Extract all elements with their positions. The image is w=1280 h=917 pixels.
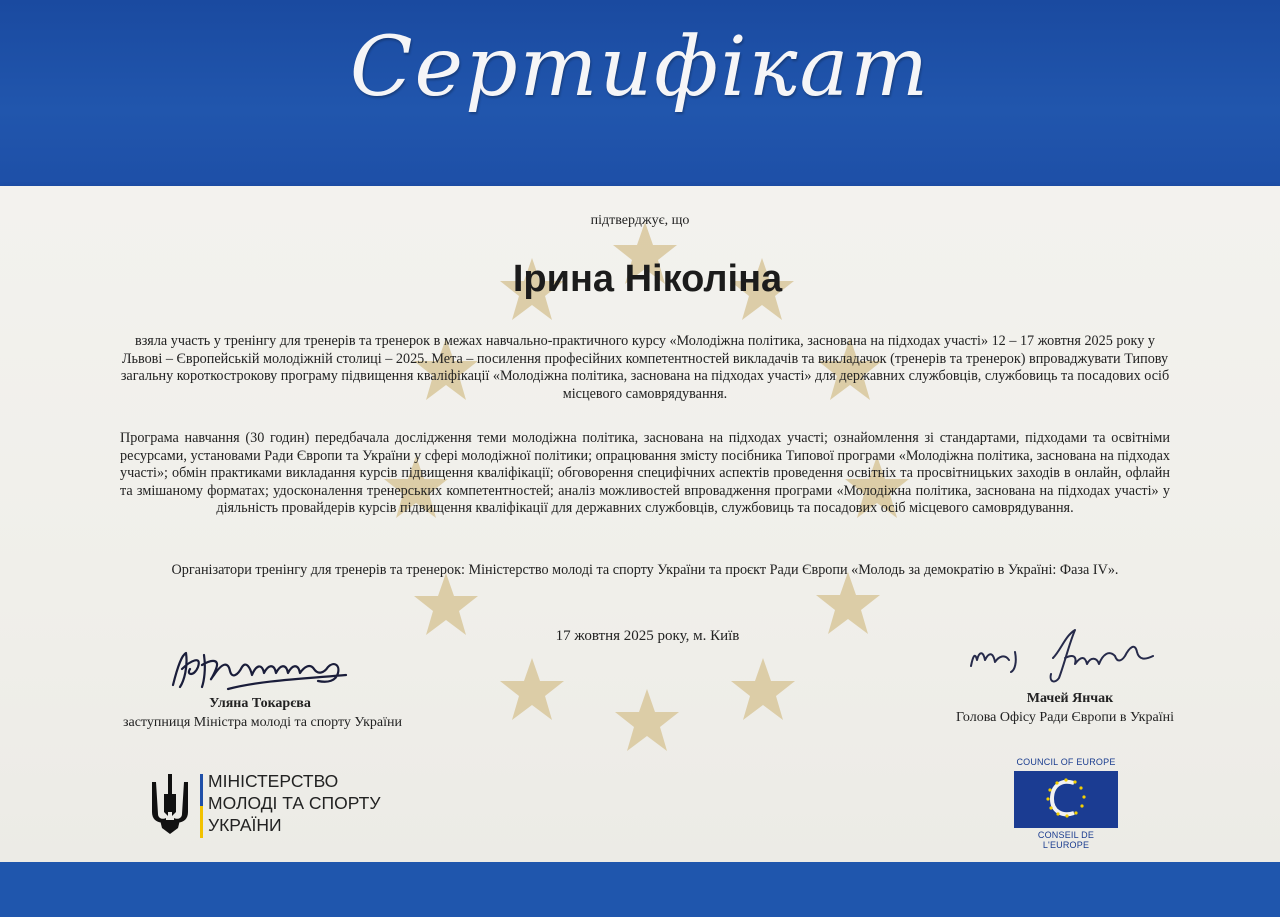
- participation-paragraph: взяла участь у тренінгу для тренерів та тренерок в межах навчально-практичного курсу «Молодіжна політика, заснована на підходах участі» 12 – 17 жовтня 2025 року у Львові – Європейській молодіжній столиці – 2025. Мета – посилення професійних компетентностей викладачів та викладачок (тренерів та тренерок) впроваджувати Типову загальну короткострокову програму підвищення кваліфікації «Молодіжна політика, заснована на підходах участі» для державних службовців, службовиць та посадових осіб місцевого самоврядування.: [120, 333, 1170, 402]
- coe-emblem: [1014, 771, 1118, 828]
- eu-star-icon: [414, 573, 478, 635]
- council-of-europe-logo: [1014, 757, 1118, 850]
- ministry-name-line2: МОЛОДІ ТА СПОРТУ: [208, 793, 381, 813]
- eu-star-icon: [731, 658, 795, 720]
- coe-stars-icon: [1014, 771, 1118, 828]
- right-signatory-position: Голова Офісу Ради Європи в Україні: [956, 710, 1174, 725]
- confirm-text: підтверджує, що: [590, 213, 690, 228]
- eu-star-icon: [816, 572, 880, 634]
- ministry-name: [208, 770, 408, 836]
- certificate-title: Сертифікат: [349, 20, 931, 115]
- left-signatory-position: заступниця Міністра молоді та спорту України: [122, 715, 403, 730]
- trident-icon: [148, 772, 192, 836]
- ministry-logo: [148, 770, 398, 840]
- left-signature: [168, 645, 363, 695]
- date-place: 17 жовтня 2025 року, м. Київ: [555, 628, 740, 644]
- ministry-name-line3: УКРАЇНИ: [208, 815, 282, 835]
- organizers-paragraph: Організатори тренінгу для тренерів та тренерок: Міністерство молоді та спорту України та проєкт Ради Європи «Молодь за демократію в Україні: Фаза IV».: [171, 562, 1119, 578]
- ministry-name-line1: МІНІСТЕРСТВО: [208, 771, 339, 791]
- ministry-color-bar: [200, 774, 203, 838]
- eu-star-icon: [615, 689, 679, 751]
- left-signatory-name: Уляна Токарєва: [209, 696, 311, 711]
- coe-top-text: COUNCIL OF EUROPE: [1016, 757, 1116, 767]
- eu-star-icon: [500, 658, 564, 720]
- program-paragraph: Програма навчання (30 годин) передбачала дослідження теми молодіжна політика, заснована на підходах участі; ознайомлення зі стандартами, підходами та освітніми ресурсами, установами Ради Європи та України у сфері молодіжної політики; опрацювання змісту посібника Типової програми «Молодіжна політика, заснована на підходах участі»; обмін практиками викладання курсів підвищення кваліфікації; обговорення специфічних аспектів проведення освітніх та просвітницьких заходів в онлайн, офлайн та змішаному форматах; удосконалення тренерських компетентностей; аналіз можливостей впровадження програми «Молодіжна політика, заснована на підходах участі» у діяльність провайдерів курсів підвищення кваліфікації для державних службовців, службовиць та посадових осіб місцевого самоврядування.: [120, 430, 1170, 516]
- right-signature: [965, 622, 1165, 686]
- coe-bottom-text: CONSEIL DE L'EUROPE: [1037, 830, 1095, 850]
- right-signatory-name: Мачей Янчак: [1026, 691, 1114, 706]
- recipient-name: Ірина Ніколіна: [512, 258, 783, 300]
